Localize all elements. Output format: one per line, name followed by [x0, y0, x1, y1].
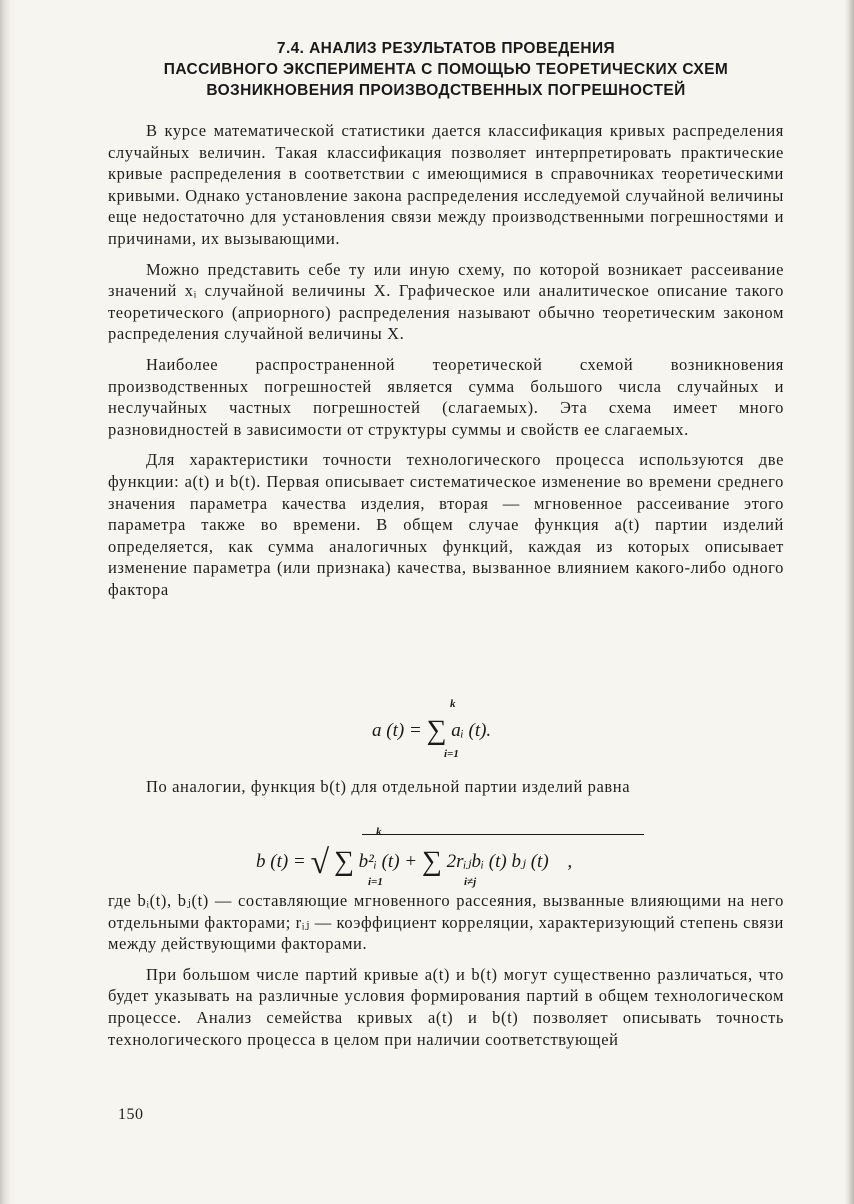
- sum-symbol-2: ∑: [421, 846, 442, 877]
- formula-b-lhs: b (t) =: [256, 851, 306, 872]
- sum-upper-limit: k: [450, 698, 456, 710]
- paragraph-5: По аналогии, функция b(t) для отдельной партии изделий равна: [146, 777, 631, 796]
- sum2-lower-limit: i≠j: [464, 876, 477, 888]
- body-text-2: [108, 776, 784, 807]
- paragraph-7: При большом числе партий кривые a(t) и b(t) могут существенно различаться, что будет указывать на различные условия формирования партий в общем технологическом процессе. Анализ семейства кривых a(t) и b(t) позволяет описывать точность технологического процесса в целом при наличии соответствующей: [108, 964, 784, 1049]
- formula-a-term: aᵢ (t).: [451, 720, 492, 741]
- section-heading: [108, 38, 784, 101]
- paragraph-1: В курсе математической статистики дается классификация кривых распределения случайных величин. Такая классификация позволяет интерпретировать практические кривые распределения в соответствии с имеющимися в справочниках теоретическими кривыми. Однако установление закона распределения исследуемой случайной величины еще недостаточно для установления связи между производственными погрешностями и причинами, их вызывающими.: [108, 121, 784, 248]
- paragraph-4: Для характеристики точности технологического процесса используются две функции: a(t) и b(t). Первая описывает систематическое изменение во времени среднего значения параметра качества изделия, вторая — мгновенное рассеивание этого параметра также во времени. В общем случае функция a(t) партии изделий определяется, как сумма аналогичных функций, каждая из которых описывает изменение параметра (или признака) качества, вызванное влиянием какого-либо одного фактора: [108, 450, 784, 599]
- body-text: [108, 120, 784, 609]
- heading-line-2: ПАССИВНОГО ЭКСПЕРИМЕНТА С ПОМОЩЬЮ ТЕОРЕТИЧЕСКИХ СХЕМ: [163, 61, 729, 78]
- formula-b-term-1: b²ᵢ (t) +: [358, 851, 418, 872]
- radical-overline: [362, 834, 644, 835]
- formula-a-of-t: [372, 698, 492, 760]
- body-text-3: [108, 890, 784, 1059]
- sum-lower-limit: i=1: [444, 748, 459, 760]
- sum1-upper-limit: k: [376, 826, 382, 838]
- paragraph-6: где bᵢ(t), bⱼ(t) — составляющие мгновенного рассеяния, вызванные влияющими на него отдельными факторами; rᵢⱼ — коэффициент корреляции, характеризующий степень связи между действующими факторами.: [108, 891, 784, 954]
- sum-symbol: ∑: [426, 715, 447, 746]
- formula-a-lhs: a (t) =: [372, 720, 422, 741]
- formula-b-term-2: 2rᵢⱼbᵢ (t) bⱼ (t): [446, 851, 549, 872]
- page-number: 150: [118, 1106, 144, 1123]
- page-right-edge: [844, 0, 854, 1204]
- paragraph-3: Наиболее распространенной теоретической схемой возникновения производственных погрешностей является сумма большого числа случайных и неслучайных частных погрешностей (слагаемых). Эта схема имеет много разновидностей в зависимости от структуры суммы и свойств ее слагаемых.: [108, 354, 784, 439]
- sum1-lower-limit: i=1: [368, 876, 383, 888]
- formula-b-of-t: [256, 826, 573, 888]
- heading-line-1: 7.4. АНАЛИЗ РЕЗУЛЬТАТОВ ПРОВЕДЕНИЯ: [276, 40, 616, 57]
- formula-b-comma: ,: [567, 851, 573, 872]
- sum-symbol-1: ∑: [333, 846, 354, 877]
- paragraph-2: Можно представить себе ту или иную схему, по которой возникает рассеивание значений xᵢ случайной величины X. Графическое или аналитическое описание такого теоретического (априорного) распределения называют обычно теоретическим законом распределения случайной величины X.: [108, 259, 784, 344]
- radical-sign: √: [310, 844, 330, 881]
- page-left-edge: [0, 0, 18, 1204]
- heading-line-3: ВОЗНИКНОВЕНИЯ ПРОИЗВОДСТВЕННЫХ ПОГРЕШНОСТЕЙ: [206, 82, 686, 99]
